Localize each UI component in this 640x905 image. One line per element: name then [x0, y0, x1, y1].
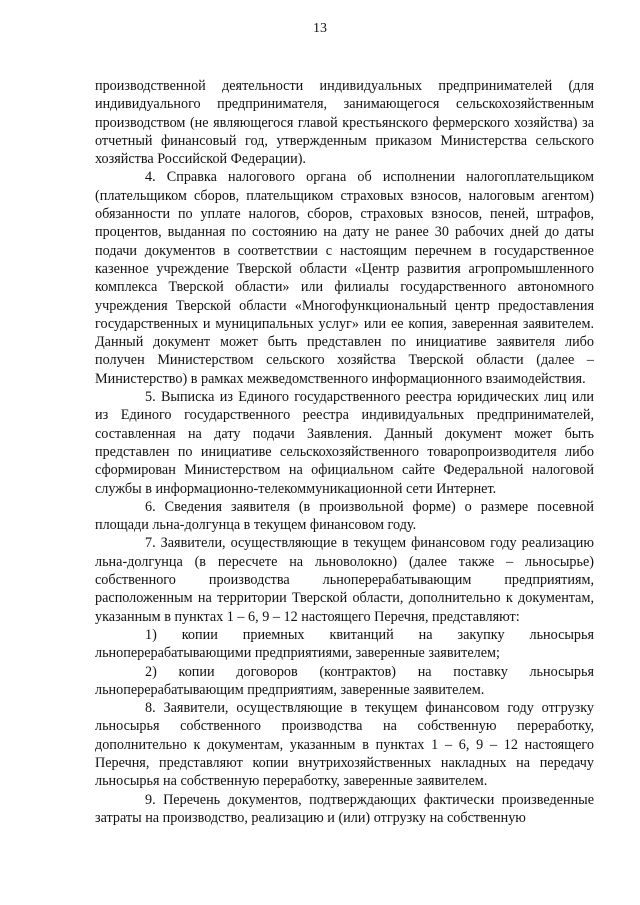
paragraph-item-6: 6. Сведения заявителя (в произвольной форме) о размере посевной площади льна-долгунца в текущем финансовом году.	[95, 498, 594, 534]
paragraph-item-8: 8. Заявители, осуществляющие в текущем финансовом году отгрузку льносырья собственного производства на собственную переработку, дополнительно к документам, указанным в пунктах 1 – 6, 9 – 12 настоящего Перечня, представляют копии внутрихозяйственных накладных на передачу льносырья на собственную переработку, заверенные заявителем.	[95, 700, 594, 790]
paragraph-item-7-1: 1) копии приемных квитанций на закупку льносырья льноперерабатывающими предприятиями, заверенные заявителем;	[95, 626, 594, 662]
document-body	[95, 77, 594, 827]
paragraph-item-5: 5. Выписка из Единого государственного реестра юридических лиц или из Единого государственного реестра индивидуальных предпринимателей, составленная на дату подачи Заявления. Данный документ может быть представлен по инициативе сельскохозяйственного товаропроизводителя либо сформирован Министерством на официальном сайте Федеральной налоговой службы в информационно-телекоммуникационной сети Интернет.	[95, 389, 594, 497]
page-number: 13	[313, 21, 327, 36]
paragraph-item-4: 4. Справка налогового органа об исполнении налогоплательщиком (плательщиком сборов, плательщиком страховых взносов, налоговым агентом) обязанности по уплате налогов, сборов, страховых взносов, пеней, штрафов, процентов, выданная по состоянию на дату не ранее 30 рабочих дней до даты подачи документов в соответствии с настоящим перечнем в государственное казенное учреждение Тверской области «Центр развития агропромышленного комплекса Тверской области» или филиалы государственного автономного учреждения Тверской области «Многофункциональный центр предоставления государственных и муниципальных услуг» или ее копия, заверенная заявителем. Данный документ может быть представлен по инициативе заявителя либо получен Министерством сельского хозяйства Тверской области (далее – Министерство) в рамках межведомственного информационного взаимодействия.	[95, 169, 594, 387]
paragraph-item-7-2: 2) копии договоров (контрактов) на поставку льносырья льноперерабатывающим предприятиям, заверенные заявителем.	[95, 663, 594, 698]
paragraph-item-7: 7. Заявители, осуществляющие в текущем финансовом году реализацию льна-долгунца (в пересчете на льноволокно) (далее также – льносырье) собственного производства льноперерабатывающим предприятиям, расположенным на территории Тверской области, дополнительно к документам, указанным в пунктах 1 – 6, 9 – 12 настоящего Перечня, представляют:	[95, 535, 594, 625]
paragraph-item-9: 9. Перечень документов, подтверждающих фактически произведенные затраты на производство, реализацию и (или) отгрузку на собственную	[95, 791, 594, 826]
paragraph-continuation: производственной деятельности индивидуальных предпринимателей (для индивидуального предпринимателя, занимающегося сельскохозяйственным производством (не являющегося главой крестьянского фермерского хозяйства) за отчетный финансовый год, утвержденным приказом Министерства сельского хозяйства Российской Федерации).	[95, 78, 594, 168]
